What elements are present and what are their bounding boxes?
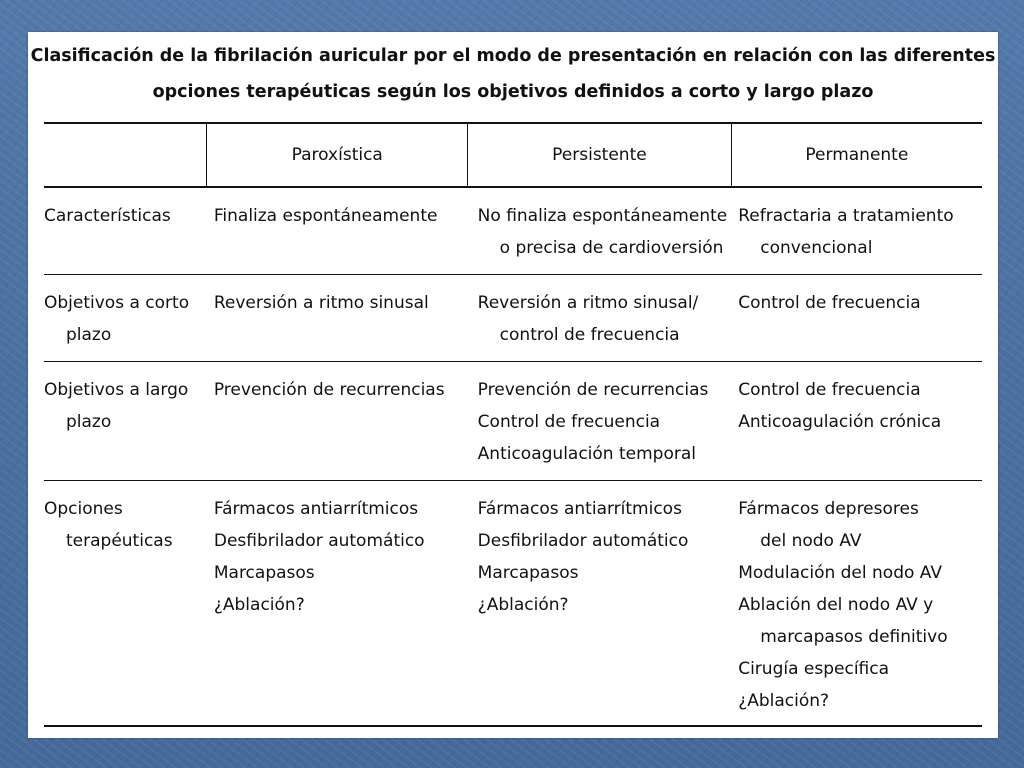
row-label-line: Opciones	[44, 499, 123, 519]
cell-line: Prevención de recurrencias	[477, 380, 709, 400]
table-title-line-2: opciones terapéuticas según los objetivos definidos a corto y largo plazo	[152, 82, 874, 102]
cell-line: Anticoagulación temporal	[477, 444, 696, 464]
cell-paroxistica	[207, 362, 468, 481]
cell-line: Marcapasos	[477, 563, 579, 583]
row-label-line: plazo	[66, 412, 112, 432]
cell-persistente	[468, 187, 732, 275]
cell-line: convencional	[760, 238, 873, 258]
header-row	[44, 123, 982, 187]
cell-line: Desfibrilador automático	[477, 531, 689, 551]
cell-line: control de frecuencia	[499, 325, 680, 345]
row-label-line: Objetivos a largo	[44, 380, 189, 400]
header-empty	[44, 123, 207, 187]
cell-paroxistica	[207, 481, 468, 727]
header-paroxistica: Paroxística	[207, 123, 468, 187]
slide-sheet	[28, 32, 998, 738]
row-opciones-terapeuticas	[44, 481, 982, 727]
row-label-line: plazo	[66, 325, 112, 345]
row-label	[44, 481, 207, 727]
row-label	[44, 187, 207, 275]
row-label-line: Características	[44, 206, 171, 226]
cell-line: o precisa de cardioversión	[499, 238, 724, 258]
cell-persistente	[468, 275, 732, 362]
cell-line: Marcapasos	[213, 563, 315, 583]
header-persistente: Persistente	[468, 123, 732, 187]
cell-line: marcapasos definitivo	[760, 627, 948, 647]
cell-line: ¿Ablación?	[477, 595, 569, 615]
cell-paroxistica	[207, 275, 468, 362]
row-label	[44, 362, 207, 481]
cell-permanente	[731, 275, 982, 362]
cell-line: Cirugía específica	[738, 659, 890, 679]
table-title-line-1: Clasificación de la fibrilación auricular por el modo de presentación en relación con las diferentes	[30, 46, 996, 66]
row-objetivos-largo-plazo	[44, 362, 982, 481]
cell-line: Ablación del nodo AV y	[738, 595, 934, 615]
cell-line: Anticoagulación crónica	[738, 412, 942, 432]
cell-permanente	[731, 187, 982, 275]
cell-line: Finaliza espontáneamente	[213, 206, 438, 226]
cell-permanente	[731, 362, 982, 481]
cell-line: Prevención de recurrencias	[213, 380, 445, 400]
row-caracteristicas	[44, 187, 982, 275]
cell-line: Modulación del nodo AV	[738, 563, 942, 583]
cell-line: Fármacos antiarrítmicos	[477, 499, 682, 519]
classification-table	[44, 122, 982, 727]
cell-persistente	[468, 481, 732, 727]
header-permanente: Permanente	[731, 123, 982, 187]
cell-permanente	[731, 481, 982, 727]
row-label-line: Objetivos a corto	[44, 293, 190, 313]
cell-line: del nodo AV	[760, 531, 862, 551]
cell-persistente	[468, 362, 732, 481]
cell-line: Desfibrilador automático	[213, 531, 425, 551]
cell-line: Fármacos depresores	[738, 499, 919, 519]
cell-line: Reversión a ritmo sinusal/	[477, 293, 699, 313]
cell-line: ¿Ablación?	[213, 595, 305, 615]
cell-line: Control de frecuencia	[738, 293, 921, 313]
row-label	[44, 275, 207, 362]
cell-line: No finaliza espontáneamente	[477, 206, 728, 226]
row-objetivos-corto-plazo	[44, 275, 982, 362]
cell-line: Control de frecuencia	[477, 412, 661, 432]
cell-line: ¿Ablación?	[738, 691, 830, 711]
row-label-line: terapéuticas	[66, 531, 173, 551]
cell-paroxistica	[207, 187, 468, 275]
cell-line: Fármacos antiarrítmicos	[213, 499, 419, 519]
cell-line: Refractaria a tratamiento	[738, 206, 954, 226]
table-title	[28, 38, 998, 110]
cell-line: Control de frecuencia	[738, 380, 921, 400]
cell-line: Reversión a ritmo sinusal	[213, 293, 429, 313]
